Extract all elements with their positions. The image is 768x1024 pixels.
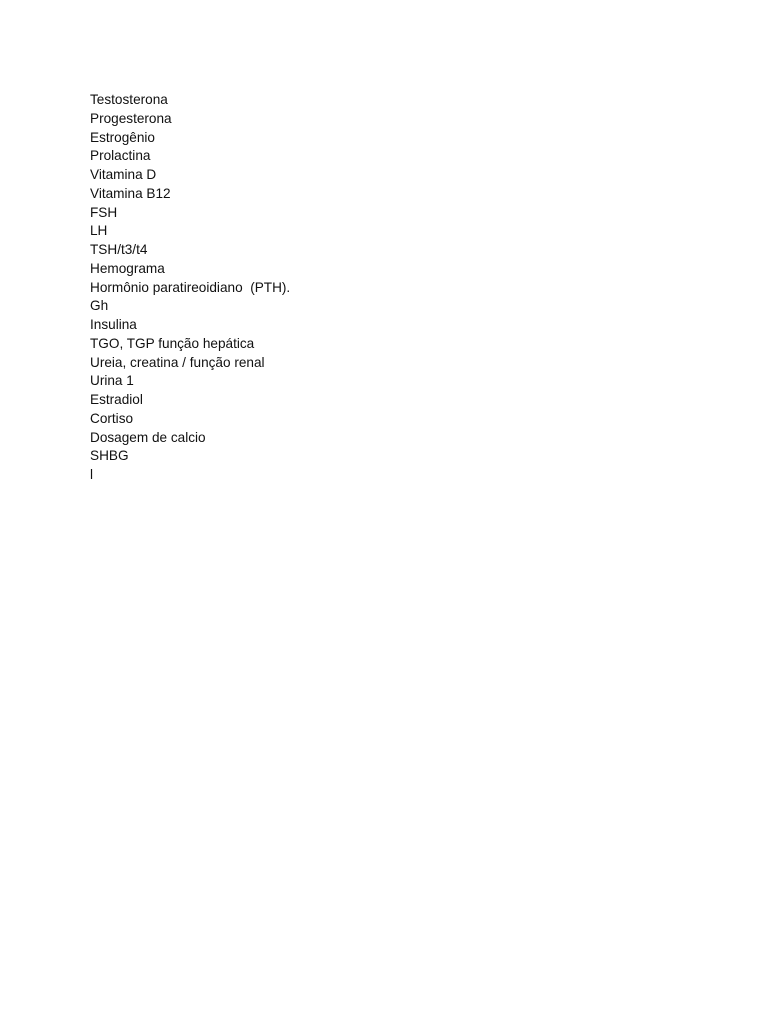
list-item: Hemograma [90, 260, 165, 276]
list-item: SHBG [90, 448, 129, 464]
list-item: LH [90, 223, 108, 239]
list-item: Cortiso [90, 410, 134, 426]
list-item: Prolactina [90, 148, 151, 164]
list-item: Vitamina D [90, 167, 157, 182]
list-item: TSH/t3/t4 [90, 242, 148, 257]
list-item: Dosagem de calcio [90, 429, 206, 445]
list-item: Estradiol [90, 392, 143, 407]
list-item: Testosterona [90, 92, 168, 107]
list-item: Estrogênio [90, 129, 155, 145]
list-item: Vitamina B12 [90, 185, 171, 201]
list-item: Insulina [90, 317, 137, 332]
list-item: Gh [90, 298, 109, 314]
list-item: TGO, TGP função hepática [90, 335, 255, 351]
list-item: Hormônio paratireoidiano (PTH). [90, 279, 291, 295]
list-item: l [90, 467, 94, 482]
list-item: Urina 1 [90, 373, 134, 389]
list-item: Ureia, creatina / função renal [90, 354, 265, 370]
list-item: Progesterona [90, 110, 172, 126]
list-item: FSH [90, 204, 118, 220]
exam-list [90, 91, 290, 485]
